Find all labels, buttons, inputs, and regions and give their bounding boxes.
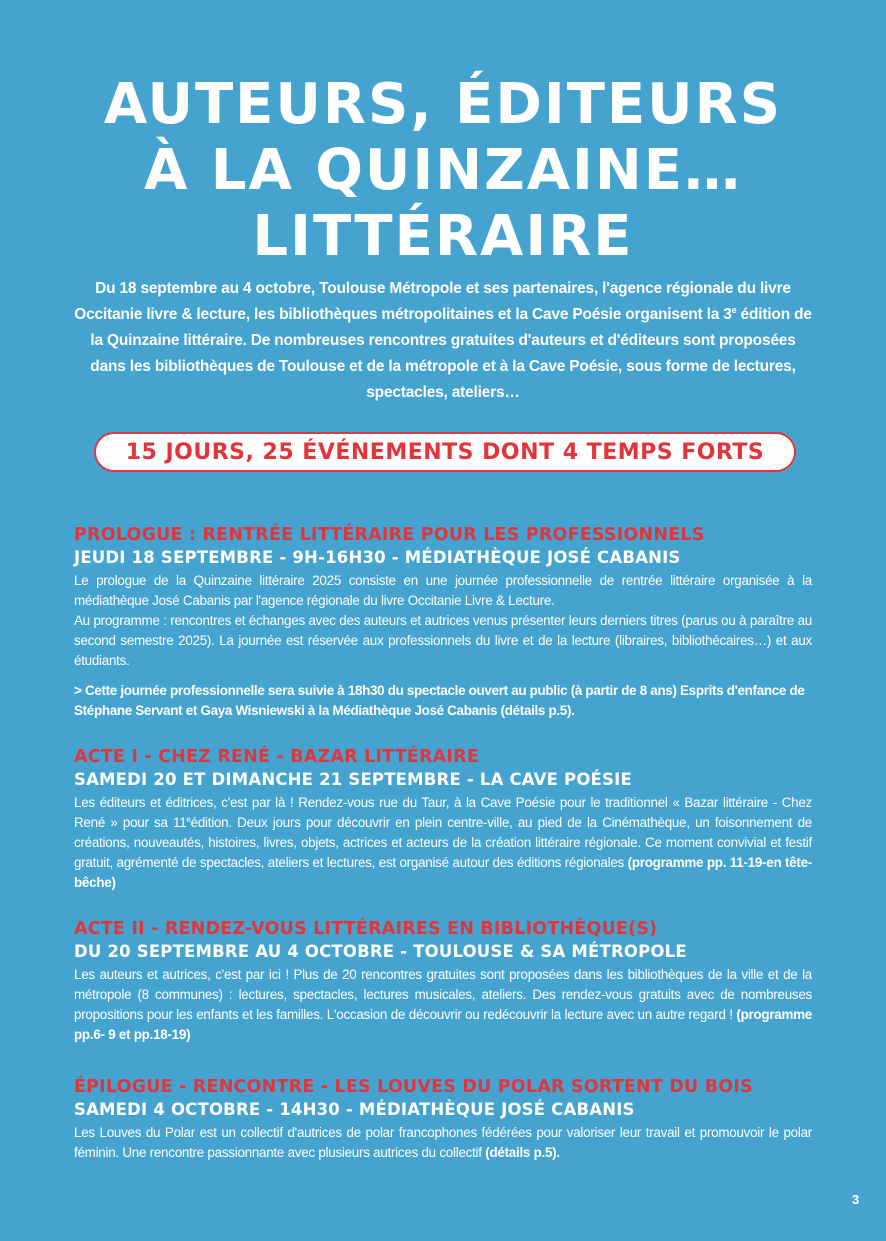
section-text: Les éditeurs et éditrices, c'est par là ! Rendez-vous rue du Taur, à la Cave Poésie pour le traditionnel « Bazar littéraire - Chez René » pour sa 11 <box>74 795 812 830</box>
title-line-1: AUTEURS, ÉDITEURS <box>103 72 783 137</box>
page-title <box>0 72 886 270</box>
title-line-2: À LA QUINZAINE… <box>143 138 743 203</box>
page-reference: (programme pp.6- 9 et pp.18-19) <box>74 1007 812 1042</box>
section-prologue <box>74 524 812 721</box>
section-subtitle: SAMEDI 20 ET DIMANCHE 21 SEPTEMBRE - LA CAVE POÉSIE <box>74 770 632 789</box>
section-text: Les auteurs et autrices, c'est par ici ! Plus de 20 rencontres gratuites sont proposées dans les bibliothèques de la ville et de la métropole (8 communes) : lectures, spectacles, lectures musicales, ateliers. Des rendez-vous gratuits avec de nombreuses propositions pour les enfants et les familles. L'occasion de découvrir ou redécouvrir la lecture avec un autre regard ! <box>74 967 812 1022</box>
section-body <box>74 793 812 893</box>
section-subtitle: DU 20 SEPTEMBRE AU 4 OCTOBRE - TOULOUSE & SA MÉTROPOLE <box>74 942 687 961</box>
section-title: ACTE II - RENDEZ-VOUS LITTÉRAIRES EN BIBLIOTHÈQUE(S) <box>74 919 658 939</box>
section-subtitle: SAMEDI 4 OCTOBRE - 14H30 - MÉDIATHÈQUE JOSÉ CABANIS <box>74 1100 635 1119</box>
section-title: ÉPILOGUE - RENCONTRE - LES LOUVES DU POLAR SORTENT DU BOIS <box>74 1077 753 1097</box>
intro-superscript: e <box>731 305 737 315</box>
section-body <box>74 1123 812 1163</box>
section-acte-2 <box>74 918 812 1045</box>
page-number: 3 <box>852 1192 860 1207</box>
section-body <box>74 965 812 1045</box>
section-subtitle: JEUDI 18 SEPTEMBRE - 9H-16H30 - MÉDIATHÈQUE JOSÉ CABANIS <box>74 548 681 567</box>
section-paragraph: Le prologue de la Quinzaine littéraire 2025 consiste en une journée professionnelle de rentrée littéraire organisée à la médiathèque José Cabanis par l'agence régionale du livre Occitanie Livre & Lecture. <box>74 573 812 608</box>
section-paragraph: Au programme : rencontres et échanges avec des auteurs et autrices venus présenter leurs derniers titres (parus ou à paraître au second semestre 2025). La journée est réservée aux professionnels du livre et de la lecture (libraires, bibliothécaires…) et aux étudiants. <box>74 613 812 668</box>
page-reference: (programme pp. 11-19-en tête-bêche) <box>74 855 812 890</box>
section-body <box>74 571 812 671</box>
page-reference: (détails p.5). <box>485 1145 560 1160</box>
section-acte-1 <box>74 746 812 893</box>
intro-text-2: édition de la Quinzaine littéraire. De nombreuses rencontres gratuites d'auteurs et d'éditeurs sont proposées dans les bibliothèques de Toulouse et de la métropole et à la Cave Poésie, sous forme de lectures, spectacles, ateliers… <box>90 306 812 401</box>
intro-text-1: Du 18 septembre au 4 octobre, Toulouse Métropole et ses partenaires, l'agence régionale du livre Occitanie livre & lecture, les bibliothèques métropolitaines et la Cave Poésie organisent la 3 <box>74 280 791 323</box>
section-epilogue <box>74 1076 812 1163</box>
section-text: édition. Deux jours pour découvrir en plein centre-ville, au pied de la Cinémathèque, un foisonnement de créations, nouveautés, histoires, livres, objets, actrices et acteurs de la création littéraire régionale. Ce moment convivial et festif gratuit, agrémenté de spectacles, ateliers et lectures, est organisé autour des éditions régionales <box>74 815 812 870</box>
section-title: ACTE I - CHEZ RENÉ - BAZAR LITTÉRAIRE <box>74 747 479 767</box>
intro-paragraph <box>72 276 814 406</box>
section-title: PROLOGUE : RENTRÉE LITTÉRAIRE POUR LES PROFESSIONNELS <box>74 525 705 545</box>
highlight-banner-text: 15 JOURS, 25 ÉVÉNEMENTS DONT 4 TEMPS FORTS <box>125 439 765 465</box>
section-note: > Cette journée professionnelle sera suivie à 18h30 du spectacle ouvert au public (à partir de 8 ans) Esprits d'enfance de Stéphane Servant et Gaya Wisniewski à la Médiathèque José Cabanis (détails p.5). <box>74 683 805 718</box>
title-line-3: LITTÉRAIRE <box>252 204 634 269</box>
section-superscript: e <box>186 815 191 824</box>
section-text: Les Louves du Polar est un collectif d'autrices de polar francophones fédérées pour valoriser leur travail et promouvoir le polar féminin. Une rencontre passionnante avec plusieurs autrices du collectif <box>74 1125 812 1160</box>
highlight-banner <box>94 432 796 472</box>
